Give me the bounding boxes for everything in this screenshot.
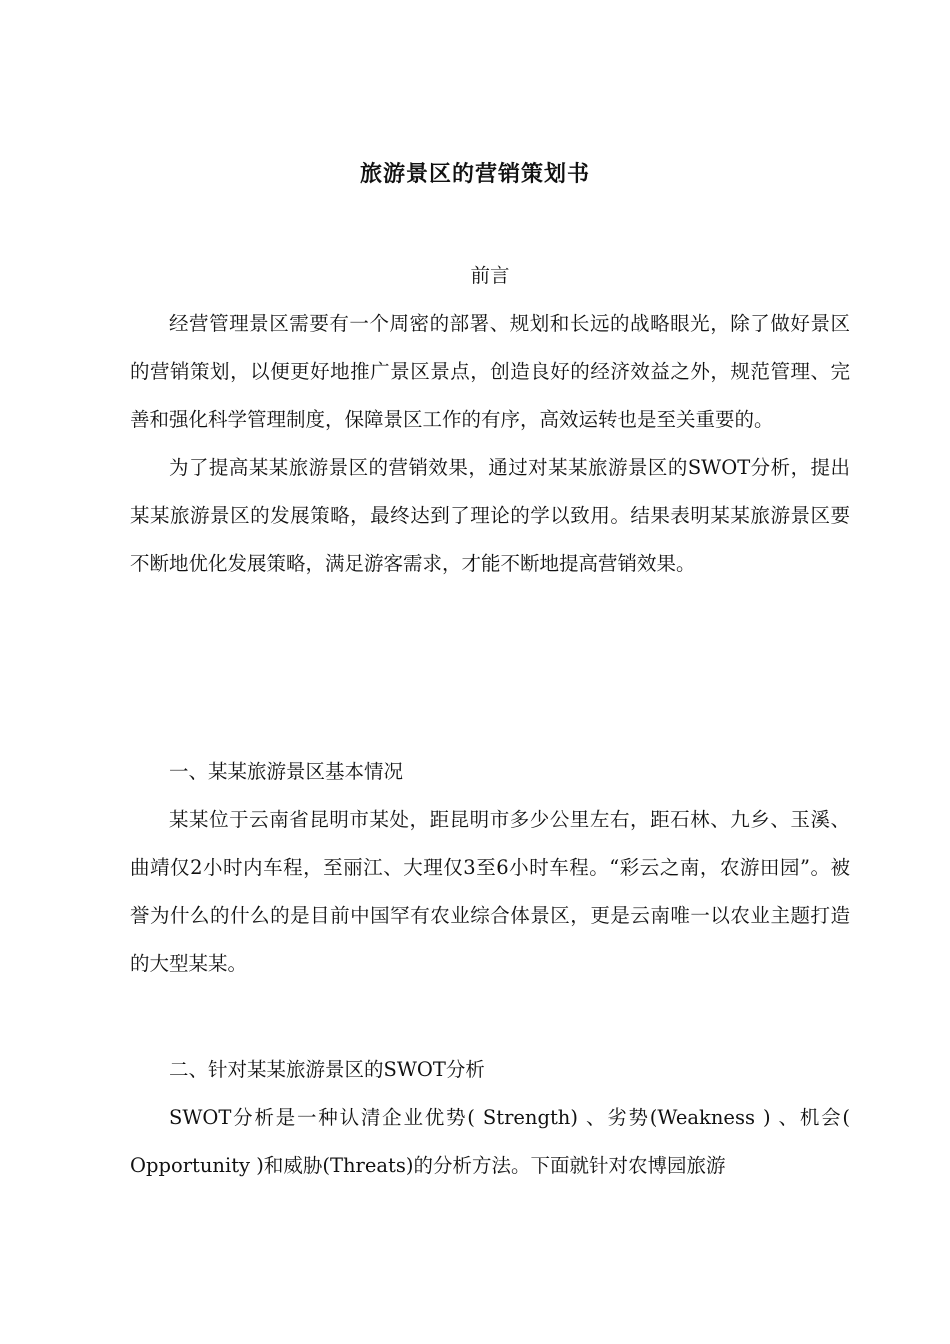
preface-body: [130, 300, 850, 588]
section-2-heading: 二、针对某某旅游景区的SWOT分析: [169, 1058, 485, 1081]
document-title: 旅游景区的营销策划书: [359, 162, 590, 187]
preface-heading: 前言: [470, 264, 510, 287]
section-1: [130, 748, 850, 988]
preface-paragraph-1: 经营管理景区需要有一个周密的部署、规划和长远的战略眼光，除了做好景区的营销策划，以便更好地推广景区景点，创造良好的经济效益之外，规范管理、完善和强化科学管理制度，保障景区工作的有序，高效运转也是至关重要的。: [130, 312, 850, 431]
section-1-heading: 一、某某旅游景区基本情况: [169, 760, 404, 783]
preface-paragraph-2: 为了提高某某旅游景区的营销效果，通过对某某旅游景区的SWOT分析，提出某某旅游景区的发展策略，最终达到了理论的学以致用。结果表明某某旅游景区要不断地优化发展策略，满足游客需求，才能不断地提高营销效果。: [130, 456, 850, 575]
section-2-paragraph: SWOT分析是一种认清企业优势( Strength) 、劣势(Weakness ) 、机会( Opportunity )和威胁(Threats)的分析方法。下面就针对农博园旅游: [130, 1106, 850, 1177]
section-2: [130, 1046, 850, 1190]
section-1-paragraph: 某某位于云南省昆明市某处，距昆明市多少公里左右，距石林、九乡、玉溪、曲靖仅2小时内车程，至丽江、大理仅3至6小时车程。“彩云之南，农游田园”。被誉为什么的什么的是目前中国罕有农业综合体景区，更是云南唯一以农业主题打造的大型某某。: [130, 808, 850, 975]
